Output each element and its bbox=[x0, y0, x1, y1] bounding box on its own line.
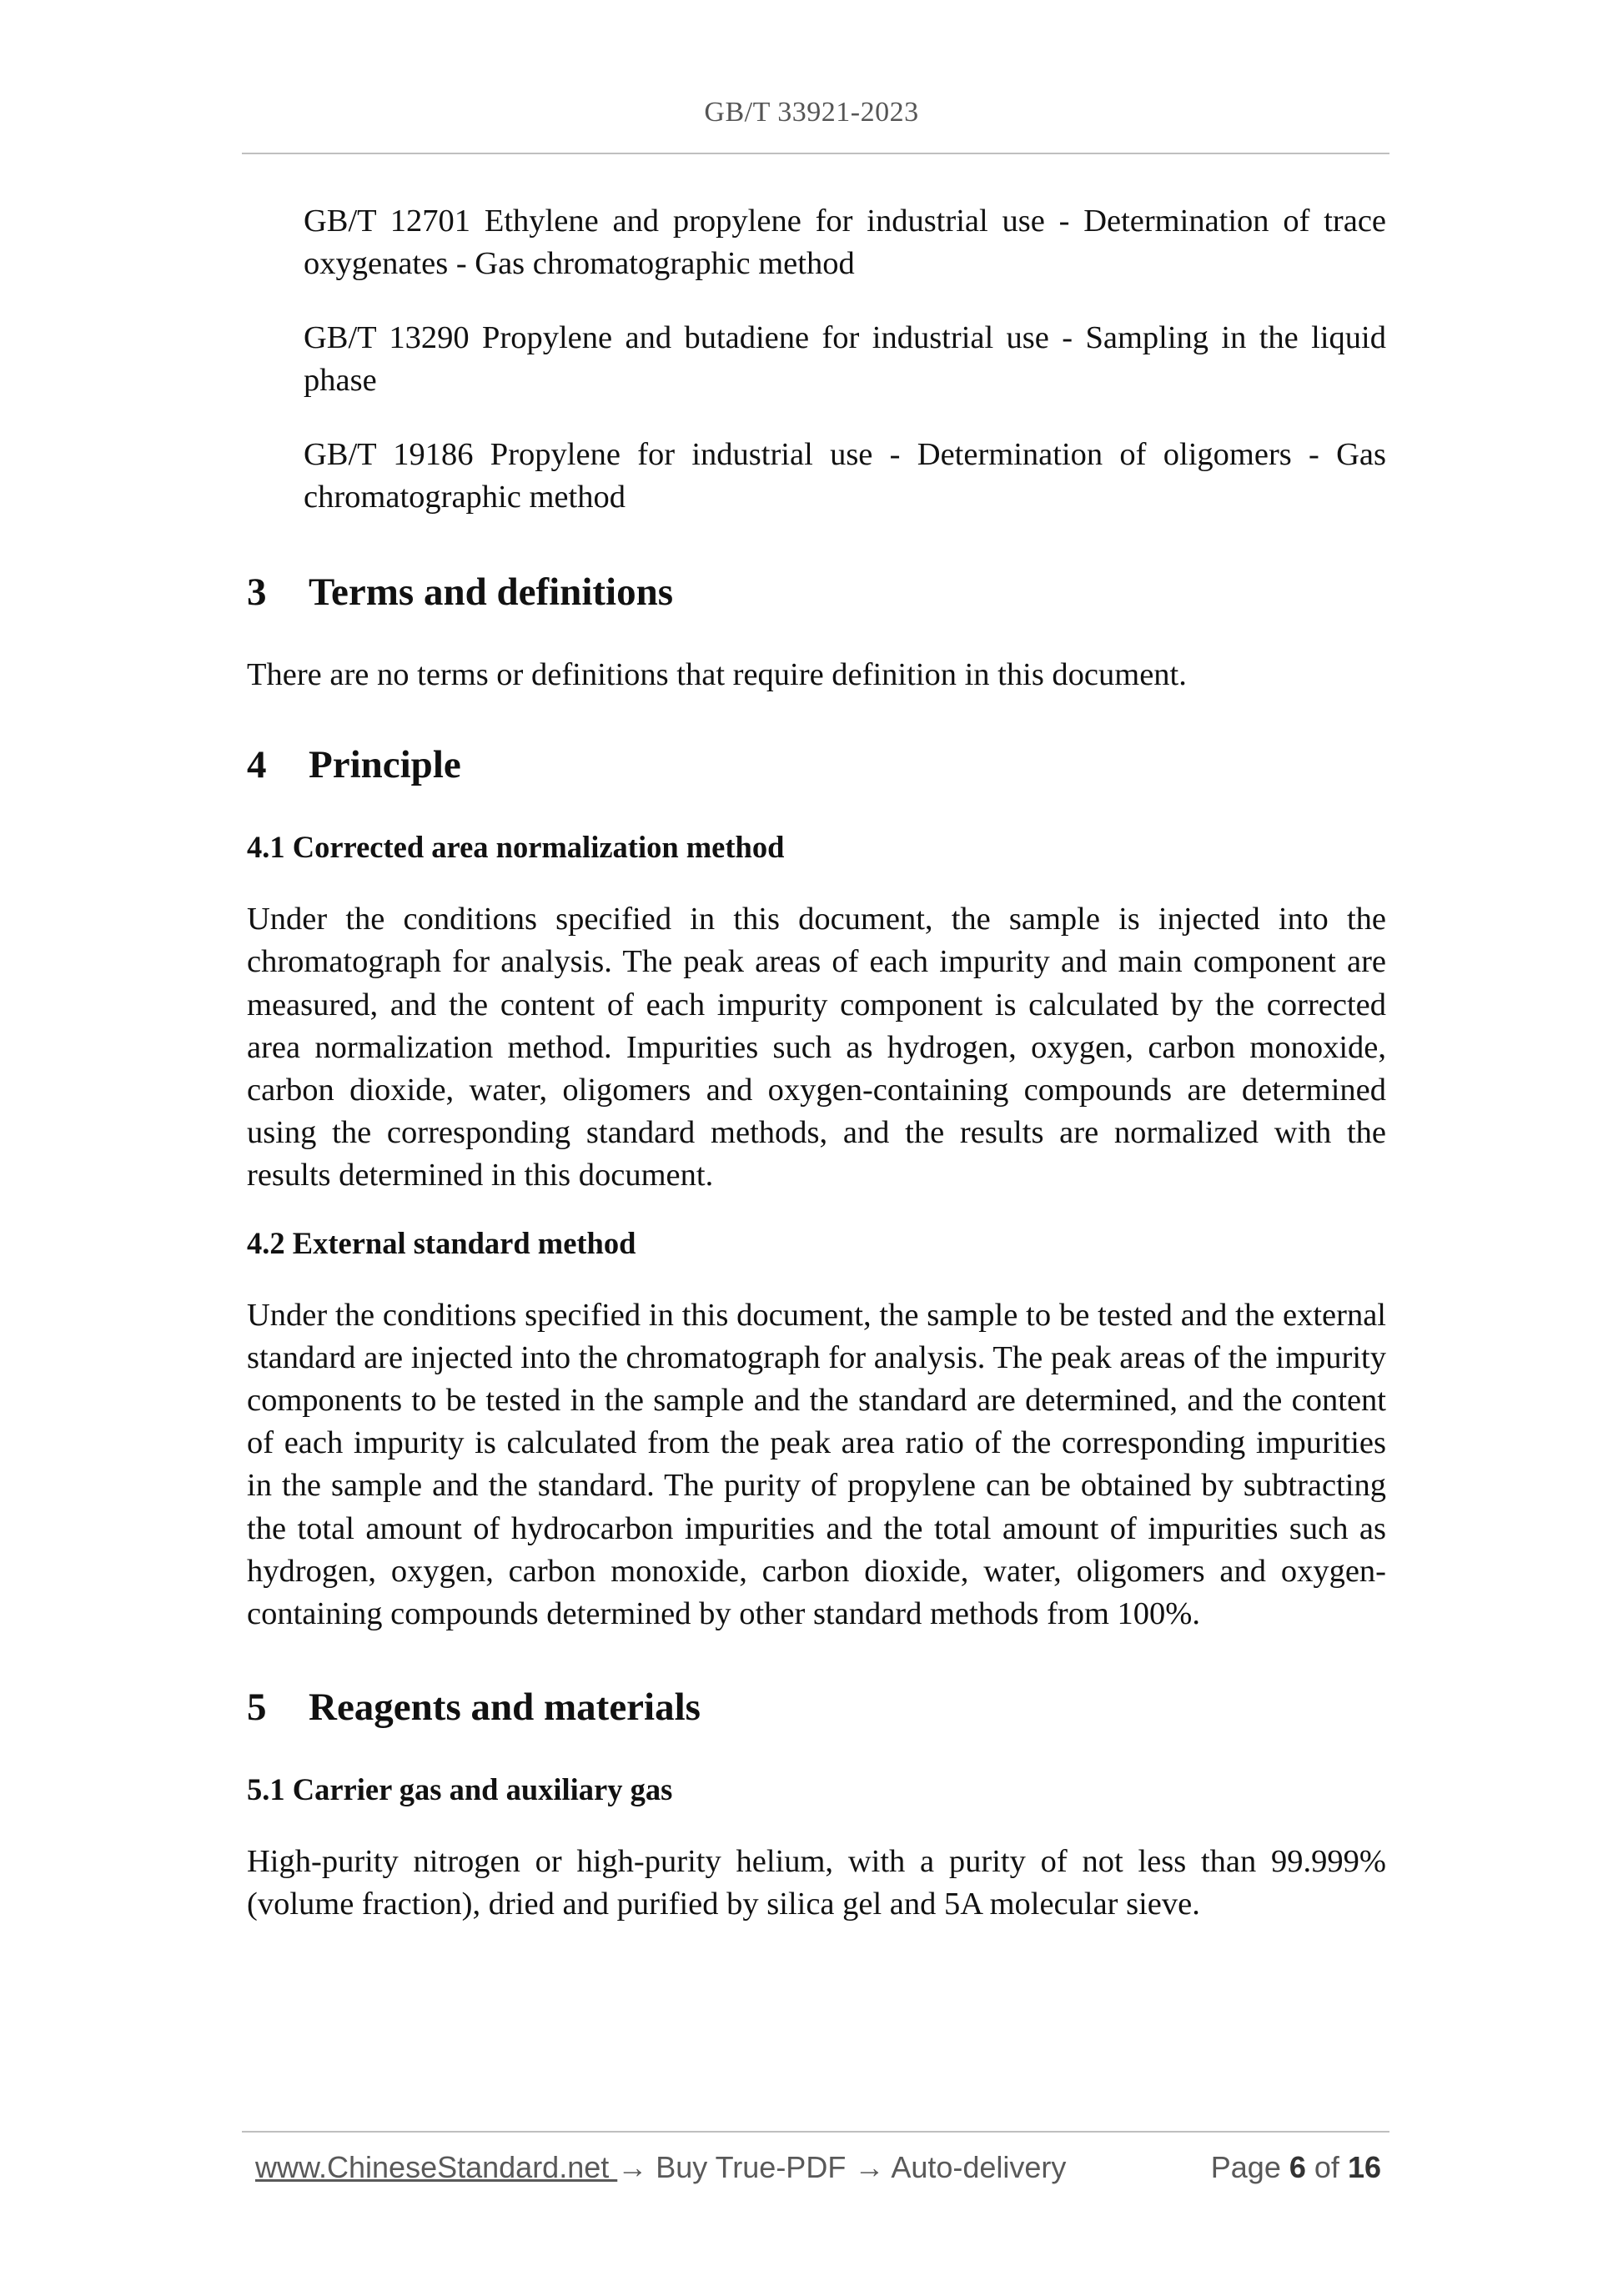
header-title: GB/T 33921-2023 bbox=[704, 97, 919, 128]
section-4-1-text: Under the conditions specified in this document, the sample is injected into the chromatograph for analysis. The peak areas of each impurity and main component are measured, and the content of each impurity component is calculated by the corrected area normalization method. Impurities such as hydrogen, oxygen, carbon monoxide, carbon dioxide, water, oligomers and oxygen-containing compounds are determined using the corresponding standard methods, and the results are normalized with the results determined in this document. bbox=[247, 902, 1386, 1193]
website-link[interactable]: www.ChineseStandard.net bbox=[255, 2150, 618, 2184]
section-3-number: 3 bbox=[247, 570, 267, 614]
header-divider bbox=[242, 153, 1389, 154]
page-content bbox=[247, 200, 1386, 1927]
buy-true-pdf-text: Buy True-PDF bbox=[647, 2150, 855, 2184]
section-3-title: Terms and definitions bbox=[309, 570, 674, 614]
section-5-title: Reagents and materials bbox=[309, 1686, 701, 1730]
footer-left bbox=[255, 2150, 1066, 2185]
arrow-right-icon: → bbox=[854, 2150, 885, 2184]
reference-gbt-13290: GB/T 13290 Propylene and butadiene for industrial use - Sampling in the liquid phase bbox=[304, 320, 1386, 398]
section-4-title: Principle bbox=[309, 743, 461, 787]
footer-divider bbox=[242, 2131, 1389, 2133]
footer bbox=[255, 2150, 1381, 2192]
section-4-2-heading: 4.2 External standard method bbox=[247, 1225, 636, 1260]
page-label: Page bbox=[1210, 2150, 1281, 2184]
section-5-1-text: High-purity nitrogen or high-purity helium, with a purity of not less than 99.999% (volume fraction), dried and purified by silica gel and 5A molecular sieve. bbox=[247, 1844, 1386, 1922]
auto-delivery-text: Auto-delivery bbox=[884, 2150, 1067, 2184]
page-indicator bbox=[1211, 2150, 1381, 2185]
arrow-right-icon: → bbox=[617, 2150, 648, 2184]
section-4-heading bbox=[247, 740, 1386, 790]
section-5-heading bbox=[247, 1682, 1386, 1732]
of-label: of bbox=[1314, 2150, 1339, 2184]
reference-gbt-19186: GB/T 19186 Propylene for industrial use - Determination of oligomers - Gas chromatographic method bbox=[304, 437, 1386, 515]
page-total: 16 bbox=[1347, 2150, 1381, 2184]
section-5-number: 5 bbox=[247, 1686, 267, 1730]
section-4-1-heading: 4.1 Corrected area normalization method bbox=[247, 830, 785, 865]
section-5-1-heading: 5.1 Carrier gas and auxiliary gas bbox=[247, 1772, 673, 1807]
section-3-text: There are no terms or definitions that require definition in this document. bbox=[247, 657, 1187, 692]
section-4-2-text: Under the conditions specified in this document, the sample to be tested and the external standard are injected into the chromatograph for analysis. The peak areas of the impurity components to be tested in the sample and the standard are determined, and the content of each impurity is calculated from the peak area ratio of the corresponding impurities in the sample and the standard. The purity of propylene can be obtained by subtracting the total amount of hydrocarbon impurities and the total amount of impurities such as hydrogen, oxygen, carbon monoxide, carbon dioxide, water, oligomers and oxygen-containing compounds determined by other standard methods from 100%. bbox=[247, 1297, 1386, 1632]
reference-gbt-12701: GB/T 12701 Ethylene and propylene for industrial use - Determination of trace oxygenates - Gas chromatographic method bbox=[304, 203, 1386, 281]
section-3-heading bbox=[247, 567, 1386, 617]
page-current: 6 bbox=[1289, 2150, 1306, 2184]
section-4-number: 4 bbox=[247, 743, 267, 787]
